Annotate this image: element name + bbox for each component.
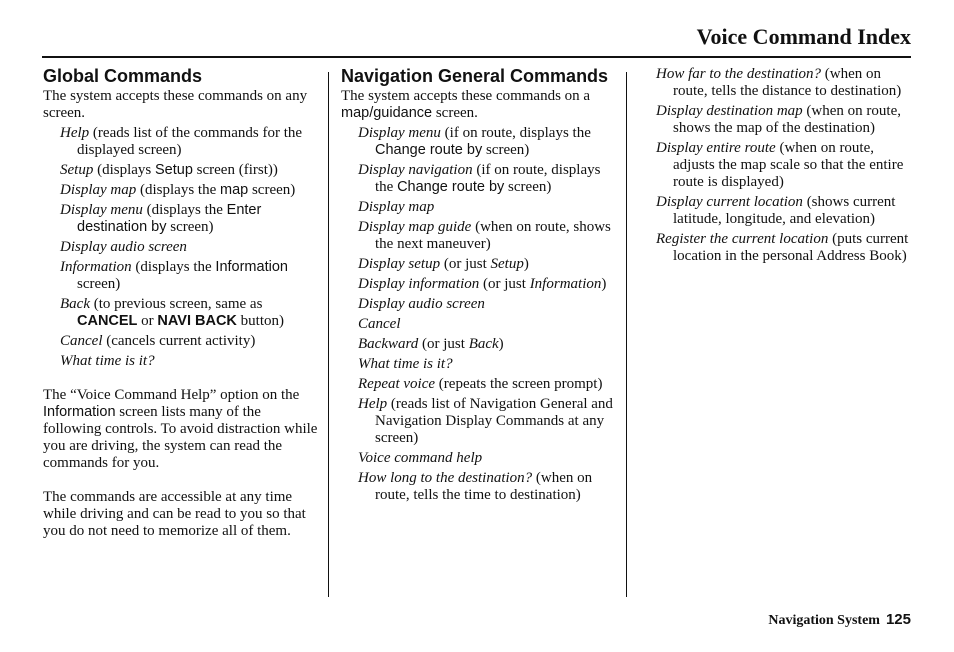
command-name: Display entire route [656, 140, 776, 156]
command-description: (if on route, displays the [375, 162, 601, 195]
para-text: The “Voice Command Help” option on the [43, 387, 300, 403]
command-description: screen) [166, 219, 214, 235]
command-item [656, 66, 912, 100]
command-alias: Information [529, 276, 602, 292]
command-item [358, 256, 617, 273]
command-name: Help [358, 396, 388, 412]
screen-name-label: Information [215, 259, 288, 275]
command-item [656, 140, 912, 191]
command-name: Voice command help [358, 450, 483, 466]
command-name: Cancel [358, 316, 401, 332]
screen-name-label: Enter destination by [77, 202, 262, 235]
command-description: (repeats the screen prompt) [435, 376, 603, 392]
command-description: ) [601, 276, 607, 292]
command-description: (or just [418, 336, 469, 352]
header-rule [42, 56, 911, 58]
command-name: Display audio screen [60, 239, 187, 255]
command-item [60, 202, 319, 236]
command-item [358, 396, 617, 447]
page-footer [768, 611, 911, 629]
command-item [60, 259, 319, 293]
command-item [358, 199, 617, 216]
command-name: Help [60, 125, 90, 141]
command-alias: Back [468, 336, 499, 352]
command-item [358, 296, 617, 313]
command-item [60, 125, 319, 159]
command-description: (or just [440, 256, 491, 272]
command-description: (displays [93, 162, 155, 178]
command-item [60, 182, 319, 199]
command-name: Display destination map [656, 103, 803, 119]
command-name: Cancel [60, 333, 103, 349]
command-description: screen) [77, 276, 121, 292]
footer-label: Navigation System [768, 613, 880, 628]
command-description: (displays the [142, 202, 227, 218]
command-item [656, 103, 912, 137]
command-description: screen) [504, 179, 552, 195]
command-description: (cancels current activity) [102, 333, 256, 349]
command-name: Display setup [358, 256, 441, 272]
command-item [358, 376, 617, 393]
command-item [358, 356, 617, 373]
page-title: Voice Command Index [696, 24, 911, 49]
command-item [358, 450, 617, 467]
screen-name-label: Change route by [375, 142, 483, 158]
command-name: Setup [60, 162, 94, 178]
command-name: Display map guide [358, 219, 472, 235]
command-item [60, 296, 319, 330]
command-item [60, 333, 319, 350]
command-description: (when on route, adjusts the map scale so that the entire route is displayed) [673, 140, 904, 190]
command-description: (puts current location in the personal Address Book) [673, 231, 909, 264]
navigation-continued-column [656, 66, 912, 268]
command-description: (shows current latitude, longitude, and elevation) [673, 194, 896, 227]
command-description: (if on route, displays the [440, 125, 591, 141]
command-description: screen (first)) [192, 162, 278, 178]
command-name: Back [60, 296, 90, 312]
command-description: (when on route, shows the next maneuver) [375, 219, 611, 252]
command-description: screen) [482, 142, 530, 158]
command-name: Display navigation [358, 162, 473, 178]
command-name: How long to the destination? [358, 470, 533, 486]
command-name: Display current location [656, 194, 803, 210]
command-name: What time is it? [358, 356, 453, 372]
screen-name-label: Setup [155, 162, 193, 178]
command-name: Display menu [358, 125, 441, 141]
voice-help-paragraph [43, 387, 319, 472]
column-divider [328, 72, 329, 597]
para-text: screen lists many of the following controls. To avoid distraction while you are driving, the system can read the commands for you. [43, 404, 318, 471]
command-item [656, 194, 912, 228]
command-description: (when on route, tells the time to destination) [375, 470, 593, 503]
command-description: (displays the [131, 259, 216, 275]
command-name: Repeat voice [358, 376, 436, 392]
command-description: (or just [479, 276, 530, 292]
command-description: (displays the [136, 182, 220, 198]
accessibility-paragraph: The commands are accessible at any time while driving and can be read to you so that you do not need to memorize all of them. [43, 489, 306, 539]
command-name: Display audio screen [358, 296, 485, 312]
command-name: Display menu [60, 202, 143, 218]
intro-text: screen. [432, 105, 478, 121]
screen-name-label: Change route by [397, 179, 505, 195]
command-item [358, 219, 617, 253]
command-item [60, 239, 319, 256]
command-name: Display information [358, 276, 480, 292]
command-name: Register the current location [656, 231, 829, 247]
navigation-general-heading: Navigation General Commands [341, 66, 609, 86]
command-item [60, 353, 319, 370]
column-divider [626, 72, 627, 597]
command-name: Information [60, 259, 132, 275]
command-item [358, 276, 617, 293]
nav-command-list-continued [656, 66, 912, 265]
global-commands-column [43, 66, 319, 540]
command-description: (reads list of Navigation General and Navigation Display Commands at any screen) [375, 396, 613, 446]
nav-intro [341, 88, 617, 122]
page-number: 125 [885, 611, 911, 628]
command-description: button) [236, 313, 284, 329]
command-name: Display map [358, 199, 435, 215]
command-description: (when on route, shows the map of the destination) [673, 103, 901, 136]
nav-command-list [341, 125, 617, 504]
information-screen-label: Information [43, 404, 116, 420]
command-item [358, 316, 617, 333]
command-item [358, 336, 617, 353]
command-alias: Setup [490, 256, 524, 272]
button-label: CANCEL [77, 313, 138, 329]
command-description: screen) [248, 182, 296, 198]
command-item [358, 470, 617, 504]
screen-name-label: map [220, 182, 249, 198]
command-description: (when on route, tells the distance to destination) [673, 66, 902, 99]
command-description: ) [523, 256, 529, 272]
command-description: or [137, 313, 158, 329]
navigation-general-column [341, 66, 617, 507]
global-commands-heading: Global Commands [43, 66, 203, 86]
command-name: How far to the destination? [656, 66, 821, 82]
command-name: What time is it? [60, 353, 155, 369]
command-description: (reads list of the commands for the displayed screen) [77, 125, 303, 158]
map-guidance-label: map/guidance [341, 105, 433, 121]
command-item [358, 125, 617, 159]
command-description: ) [498, 336, 504, 352]
command-name: Backward [358, 336, 419, 352]
command-description: (to previous screen, same as [89, 296, 263, 312]
global-command-list [43, 125, 319, 370]
global-intro: The system accepts these commands on any screen. [43, 88, 308, 121]
command-item [60, 162, 319, 179]
command-name: Display map [60, 182, 137, 198]
command-item [656, 231, 912, 265]
command-item [358, 162, 617, 196]
button-label: NAVI BACK [157, 313, 237, 329]
intro-text: The system accepts these commands on a [341, 88, 591, 104]
